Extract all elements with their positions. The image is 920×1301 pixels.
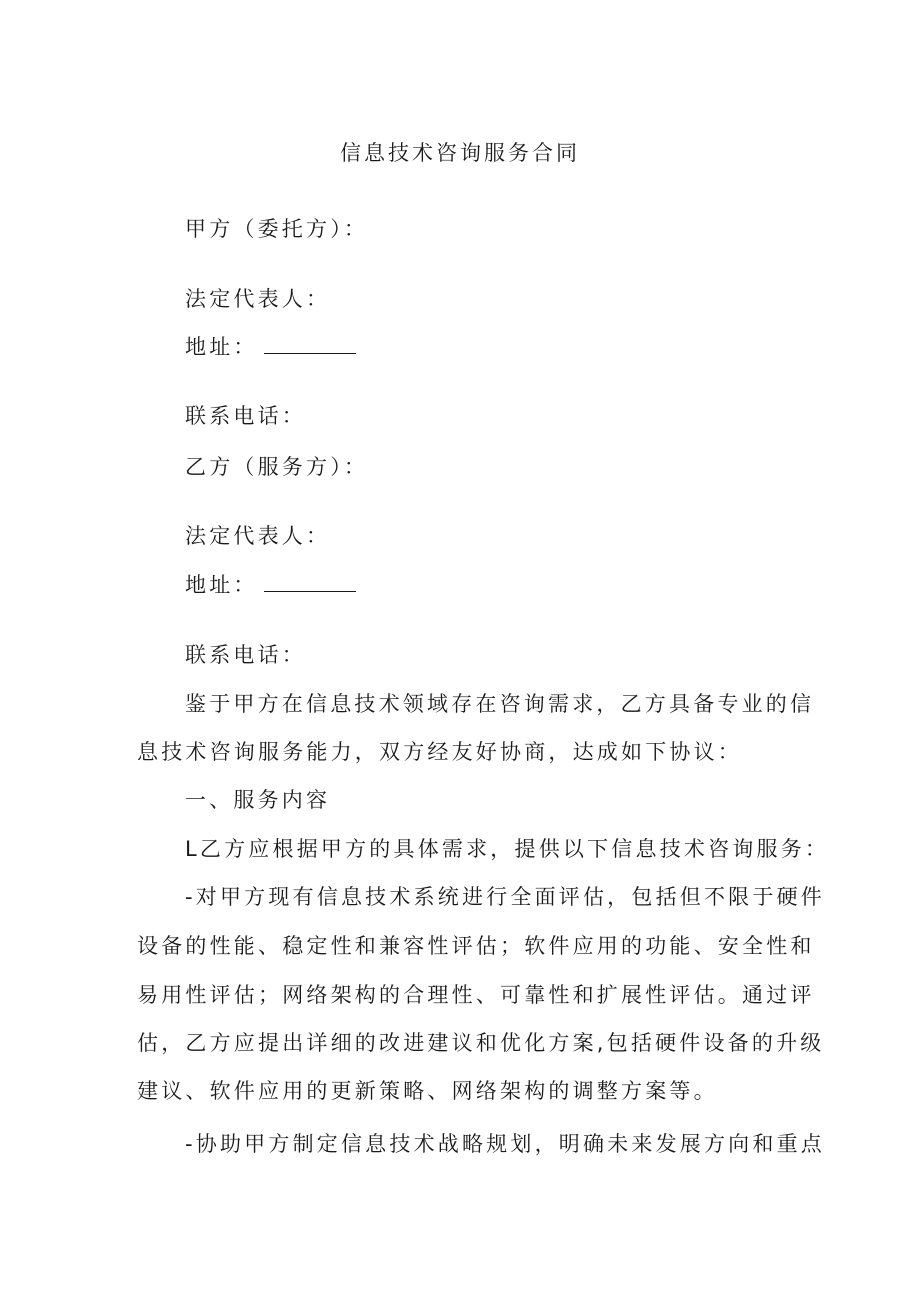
preamble-line-2: 息技术咨询服务能力，双方经友好协商，达成如下协议：: [137, 740, 742, 764]
item-1-line-1: -对甲方现有信息技术系统进行全面评估，包括但不限于硬件: [185, 885, 825, 909]
party-a-address-label: 地址：: [185, 335, 258, 359]
document-title: 信息技术咨询服务合同: [340, 141, 580, 165]
party-a-representative: 法定代表人：: [185, 287, 331, 311]
party-b-representative: 法定代表人：: [185, 524, 331, 548]
party-b-heading: 乙方（服务方）：: [185, 455, 369, 479]
clause-1-intro: L乙方应根据甲方的具体需求，提供以下信息技术咨询服务：: [185, 837, 830, 861]
party-a-address: [185, 332, 356, 362]
party-b-address: [185, 570, 356, 600]
party-a-address-blank: [264, 333, 356, 354]
preamble-line-1: 鉴于甲方在信息技术领域存在咨询需求，乙方具备专业的信: [185, 692, 815, 716]
party-a-heading: 甲方（委托方）：: [185, 217, 369, 241]
item-1-line-4: 估，乙方应提出详细的改进建议和优化方案,包括硬件设备的升级: [137, 1031, 825, 1055]
party-a-phone: 联系电话：: [185, 404, 306, 428]
party-b-phone: 联系电话：: [185, 643, 306, 667]
section-1-heading: 一、服务内容: [185, 788, 331, 812]
item-2-line-1: -协助甲方制定信息技术战略规划，明确未来发展方向和重点: [185, 1132, 825, 1156]
item-1-line-3: 易用性评估；网络架构的合理性、可靠性和扩展性评估。通过评: [137, 983, 815, 1007]
party-b-address-label: 地址：: [185, 573, 258, 597]
item-1-line-5: 建议、软件应用的更新策略、网络架构的调整方案等。: [137, 1079, 718, 1103]
party-b-address-blank: [264, 571, 356, 592]
item-1-line-2: 设备的性能、稳定性和兼容性评估；软件应用的功能、安全性和: [137, 934, 815, 958]
